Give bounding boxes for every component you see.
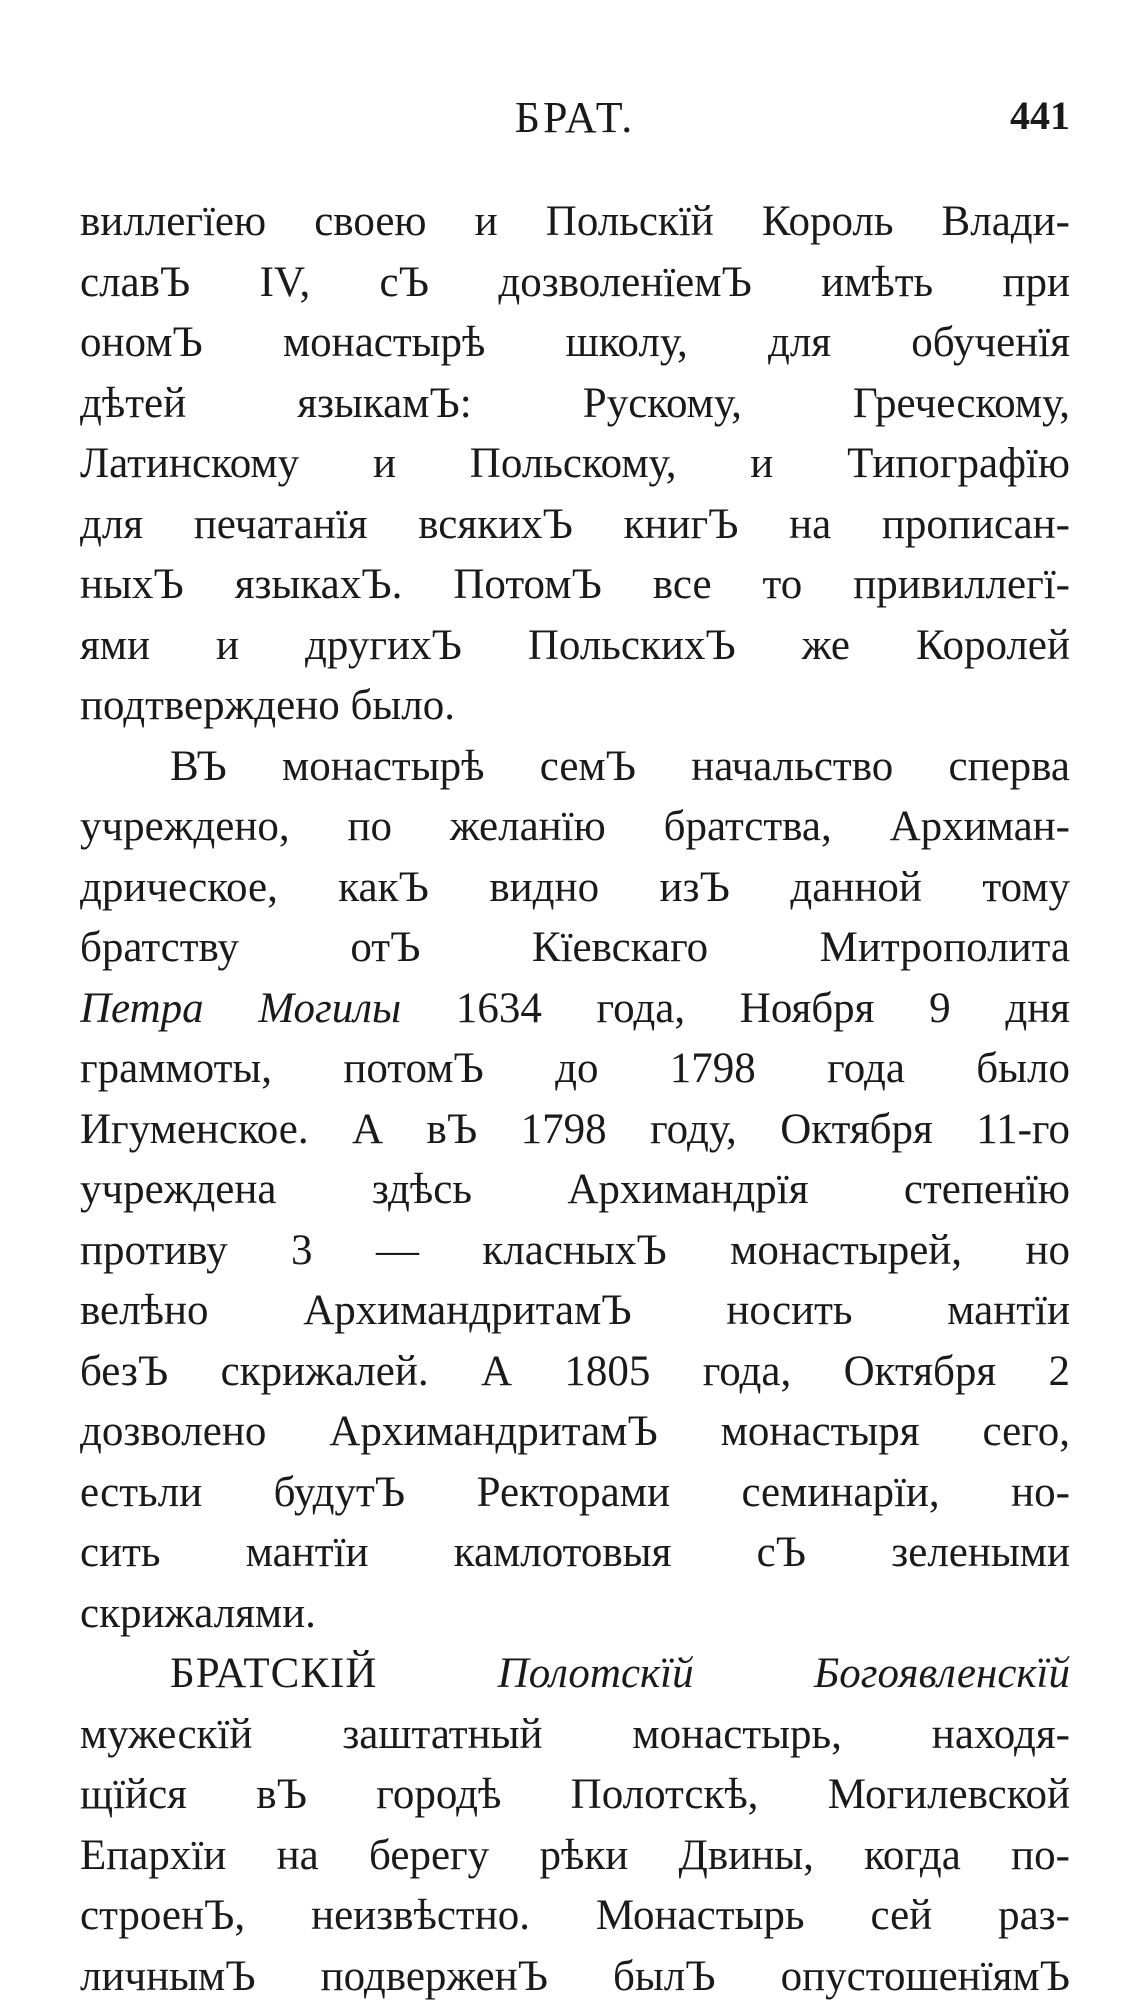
text-line: скрижалями. xyxy=(80,1584,1070,1645)
text-line: Игуменское. А вЪ 1798 году, Октября 11-го xyxy=(80,1100,1070,1161)
body-text xyxy=(80,192,1070,2007)
entry-headword: БРАТСКІЙ xyxy=(170,1650,377,1697)
text-line: сить мантїи камлотовыя сЪ зелеными xyxy=(80,1523,1070,1584)
paragraph-monastery-history xyxy=(80,737,1070,1645)
text-line: противу 3 — класныхЪ монастырей, но xyxy=(80,1221,1070,1282)
text-line: виллегїею своею и Польскїй Король Влади- xyxy=(80,192,1070,253)
text-line: ономЪ монастырѣ школу, для обученїя xyxy=(80,313,1070,374)
text-line: строенЪ, неизвѣстно. Монастырь сей раз- xyxy=(80,1886,1070,1947)
italic-name: Петра Могилы xyxy=(80,985,401,1032)
paragraph-continuation xyxy=(80,192,1070,737)
text-line: дрическое, какЪ видно изЪ данной тому xyxy=(80,858,1070,919)
text-line: Латинскому и Польскому, и Типографїю xyxy=(80,434,1070,495)
text-line: ями и другихЪ ПольскихЪ же Королей xyxy=(80,616,1070,677)
text-line: дозволено АрхимандритамЪ монастыря сего, xyxy=(80,1402,1070,1463)
text-line: личнымЪ подверженЪ былЪ опустошенїямЪ xyxy=(80,1947,1070,2007)
text-line: для печатанїя всякихЪ книгЪ на прописан- xyxy=(80,495,1070,556)
entry-bratskiy-polotskiy xyxy=(80,1644,1070,2007)
text-run: 1634 года, Ноября 9 дня xyxy=(401,985,1070,1032)
text-line: естьли будутЪ Ректорами семинарїи, но- xyxy=(80,1463,1070,1524)
text-line: подтверждено было. xyxy=(80,676,1070,737)
page-number: 441 xyxy=(1010,92,1070,139)
text-line-with-italic xyxy=(80,979,1070,1040)
text-line: ныхЪ языкахЪ. ПотомЪ все то привиллегї- xyxy=(80,555,1070,616)
text-line: Епархїи на берегу рѣки Двины, когда по- xyxy=(80,1826,1070,1887)
text-line: учреждена здѣсь Архимандрїя степенїю xyxy=(80,1160,1070,1221)
text-line: дѣтей языкамЪ: Рускому, Греческому, xyxy=(80,374,1070,435)
text-line: мужескїй заштатный монастырь, находя- xyxy=(80,1705,1070,1766)
page-header xyxy=(80,92,1070,152)
text-line: славЪ IV, сЪ дозволенїемЪ имѣть при xyxy=(80,253,1070,314)
text-line: граммоты, потомЪ до 1798 года было xyxy=(80,1039,1070,1100)
text-line: ВЪ монастырѣ семЪ начальство сперва xyxy=(80,737,1070,798)
text-line: велѣно АрхимандритамЪ носить мантїи xyxy=(80,1281,1070,1342)
text-line: безЪ скрижалей. А 1805 года, Октября 2 xyxy=(80,1342,1070,1403)
running-head: БРАТ. xyxy=(80,92,1070,143)
text-line: учреждено, по желанїю братства, Архиман- xyxy=(80,797,1070,858)
entry-headline xyxy=(80,1644,1070,1705)
text-line: братству отЪ Кїевскаго Митрополита xyxy=(80,918,1070,979)
entry-headword-italic: Полотскїй Богоявленскїй xyxy=(498,1650,1070,1697)
text-line: щїйся вЪ городѣ Полотскѣ, Могилевской xyxy=(80,1765,1070,1826)
